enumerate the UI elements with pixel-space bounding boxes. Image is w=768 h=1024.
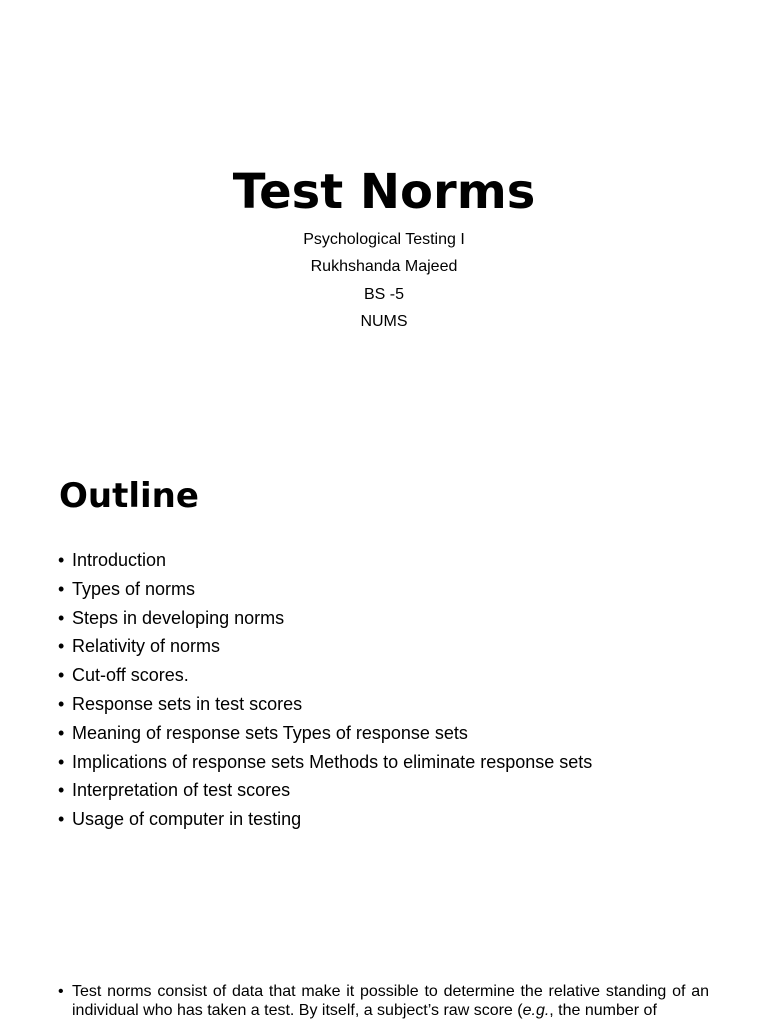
outline-item: • Usage of computer in testing (56, 805, 592, 834)
institution-name: NUMS (360, 312, 408, 330)
slide-subtitle (0, 226, 768, 335)
outline-item: • Steps in developing norms (56, 604, 592, 633)
outline-item: • Response sets in test scores (56, 690, 592, 719)
paragraph-text-start: Test norms consist of data that make it possible to determine the relative standing of an individual who has taken a test. By itself, a subject’s raw score ( (72, 983, 709, 1019)
outline-heading: Outline (59, 476, 199, 516)
outline-item: • Types of norms (56, 575, 592, 604)
outline-item: • Interpretation of test scores (56, 776, 592, 805)
course-name: Psychological Testing I (303, 231, 465, 248)
program-name: BS -5 (363, 285, 404, 303)
paragraph-italic-abbrev: e.g. (522, 1002, 550, 1019)
outline-item: • Implications of response sets Methods to eliminate response sets (56, 748, 592, 777)
outline-item: • Meaning of response sets Types of response sets (56, 719, 592, 748)
paragraph-text-end: , the number of (549, 1002, 657, 1019)
outline-list (56, 546, 592, 834)
author-name: Rukhshanda Majeed (310, 258, 458, 276)
outline-item: • Relativity of norms (56, 632, 592, 661)
outline-item: • Introduction (56, 546, 592, 575)
outline-item: • Cut-off scores. (56, 661, 592, 690)
slide-title: Test Norms (232, 164, 536, 220)
norms-definition-paragraph (56, 982, 709, 1020)
